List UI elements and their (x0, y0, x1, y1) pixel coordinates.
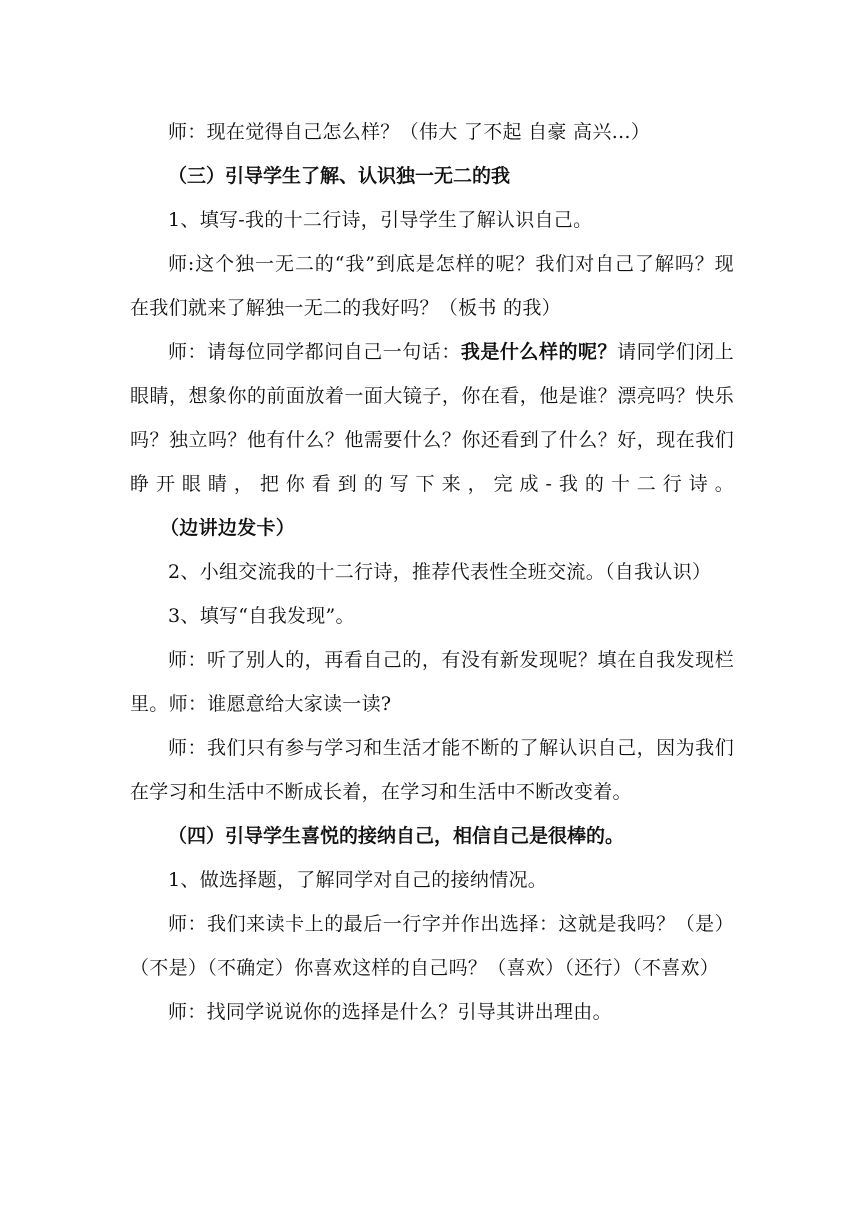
paragraph-step-1: 1、填写-我的十二行诗，引导学生了解认识自己。 (168, 209, 593, 231)
paragraph-teacher-mirror-note: （边讲边发卡） (160, 517, 296, 539)
section-heading-three: （三）引导学生了解、认识独一无二的我 (168, 165, 511, 187)
paragraph-teacher-question: 师：现在觉得自己怎么样？（伟大 了不起 自豪 高兴…） (168, 121, 651, 143)
paragraph-teacher-mirror-body: 请同学们闭上眼睛，想象你的前面放着一面大镜子，你在看，他是谁？漂亮吗？快乐吗？独立吗？他有什么？他需要什么？你还看到了什么？好，现在我们睁开眼睛，把你看到的写下来，完成-我的十二行诗。 (130, 341, 734, 495)
paragraph-teacher-discovery: 师：听了别人的，再看自己的，有没有新发现呢？填在自我发现栏里。师：谁愿意给大家读一读? (130, 649, 734, 715)
paragraph-teacher-reason: 师：找同学说说你的选择是什么？引导其讲出理由。 (168, 1001, 612, 1023)
paragraph-teacher-growth: 师：我们只有参与学习和生活才能不断的了解认识自己，因为我们在学习和生活中不断成长着，在学习和生活中不断改变着。 (130, 737, 734, 803)
paragraph-step-2: 2、小组交流我的十二行诗，推荐代表性全班交流。（自我认识） (168, 561, 712, 583)
paragraph-teacher-mirror-question: 我是什么样的呢？ (460, 341, 618, 363)
paragraph-teacher-choice: 师：我们来读卡上的最后一行字并作出选择：这就是我吗？（是）（不是）（不确定）你喜欢这样的自己吗？（喜欢）（还行）（不喜欢） (130, 913, 734, 979)
paragraph-teacher-mirror-intro: 师：请每位同学都问自己一句话： (168, 341, 461, 363)
section-heading-four: （四）引导学生喜悦的接纳自己，相信自己是很棒的。 (168, 825, 625, 847)
paragraph-teacher-unique-me: 师:这个独一无二的“我”到底是怎样的呢？我们对自己了解吗？现在我们就来了解独一无二的我好吗？（板书 的我） (130, 253, 734, 319)
paragraph-teacher-mirror (130, 330, 734, 550)
paragraph-choice-step-1: 1、做选择题，了解同学对自己的接纳情况。 (168, 869, 548, 891)
paragraph-step-3: 3、填写“自我发现”。 (168, 605, 355, 627)
document-body (130, 110, 734, 1034)
